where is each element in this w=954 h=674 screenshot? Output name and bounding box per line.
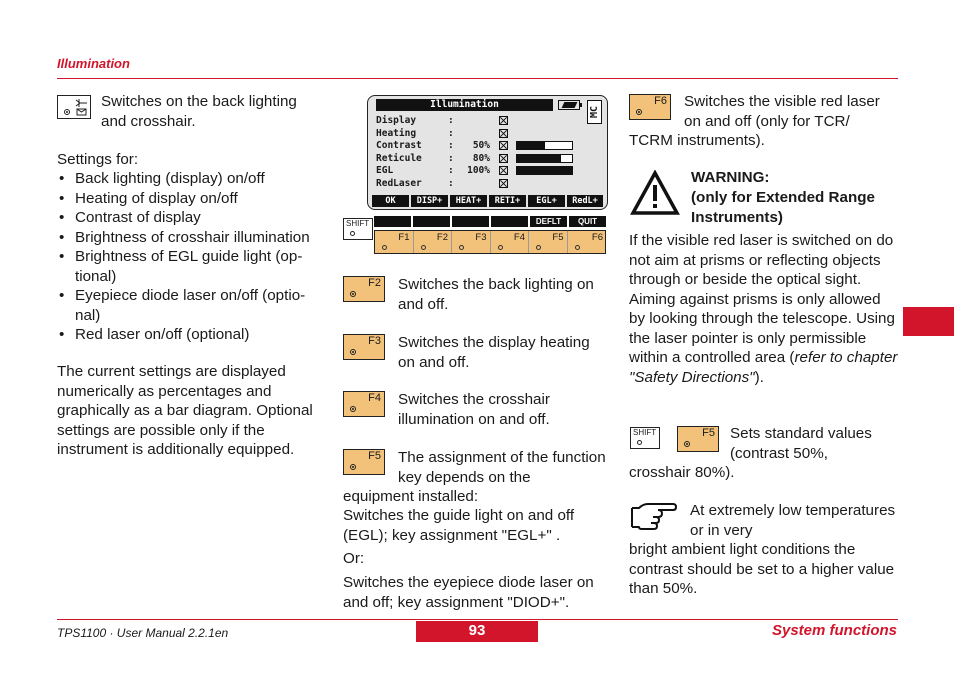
display-title: Illumination	[376, 99, 553, 111]
list-item: • Brightness of crosshair illumination	[57, 228, 329, 248]
softkey-deflt[interactable]: DEFLT	[530, 216, 567, 227]
section-title: Illumination	[57, 56, 130, 71]
checkbox-icon[interactable]	[499, 141, 508, 150]
row-label: EGL	[376, 165, 394, 176]
warning-title: WARNING:	[691, 169, 770, 186]
current-settings-paragraph: The current settings are displayed numerically as percentages and graphically as a bar diagram. Optional settings are possible only if the instrument is additionally equipped.	[57, 363, 313, 458]
softkey-bar	[372, 195, 603, 207]
shift-key-label: SHIFT	[346, 219, 370, 228]
softkey-reti[interactable]: RETI+	[489, 195, 526, 207]
list-item: • Eyepiece diode laser on/off (optio- nal)	[57, 286, 329, 325]
level-bar	[516, 166, 573, 175]
footer-chapter-title: System functions	[771, 622, 897, 639]
softkey-egl[interactable]: EGL+	[528, 195, 565, 207]
softkey-quit[interactable]: QUIT	[569, 216, 606, 227]
row-value: 80%	[472, 152, 490, 164]
warning-icon	[630, 170, 680, 221]
list-item: • Contrast of display	[57, 208, 329, 228]
note-text-cont: bright ambient light conditions the contrast should be set to a higher value than 50%.	[629, 541, 895, 597]
chapter-tab	[903, 307, 954, 336]
shift-softkey-bar	[374, 216, 606, 227]
fkey-f4[interactable]: F4	[491, 231, 530, 253]
row-label: Reticule	[376, 152, 422, 164]
shift-key[interactable]	[343, 218, 373, 240]
instrument-display: Illumination MC Display : Heating : Contrast : 50% Reticule : 80% EGL : 100% RedLaser : OK DISP+ HEAT+ RETI+ EGL+ RedL+	[367, 95, 608, 210]
f4-description: Switches the crosshair illumination on and off.	[398, 391, 550, 428]
fkey-f1[interactable]: F1	[375, 231, 414, 253]
row-value: 50%	[472, 140, 490, 151]
f6-key-icon: F6	[629, 94, 671, 120]
mc-indicator: MC	[587, 100, 602, 124]
f2-description: Switches the back lighting on and off.	[398, 276, 594, 313]
checkbox-icon[interactable]	[499, 154, 508, 163]
checkbox-icon[interactable]	[499, 179, 508, 188]
diod-description: Switches the eyepiece diode laser on and off; key assignment "DIOD+".	[343, 574, 594, 611]
checkbox-icon[interactable]	[499, 116, 508, 125]
softkey-ok[interactable]: OK	[372, 195, 409, 207]
list-item: • Back lighting (display) on/off	[57, 169, 329, 189]
function-key-row	[374, 230, 606, 254]
settings-intro: Settings for:	[57, 151, 139, 168]
f2-key-icon: F2	[343, 276, 385, 302]
icon-description: Switches on the back lighting and crosshair.	[101, 93, 297, 130]
f5-key-icon: F5	[343, 449, 385, 475]
f6-description-cont: TCRM instruments).	[629, 132, 765, 149]
f6-description: Switches the visible red laser on and off (only for TCR/	[684, 93, 880, 130]
header-rule	[57, 78, 898, 79]
softkey-disp[interactable]: DISP+	[411, 195, 448, 207]
note-text: At extremely low temperatures or in very	[690, 502, 896, 539]
f5-key-icon: F5	[677, 426, 719, 452]
shift-key-icon: SHIFT	[630, 427, 660, 449]
level-bar	[516, 141, 573, 150]
checkbox-icon[interactable]	[499, 129, 508, 138]
fkey-f5[interactable]: F5	[529, 231, 568, 253]
checkbox-icon[interactable]	[499, 166, 508, 175]
softkey-redl[interactable]: RedL+	[567, 195, 603, 207]
warning-text: If the visible red laser is switched on do not aim at prisms or reflecting objects through or beside the optical sight. Aiming against prisms is only allowed by looking through the telescope. Using the laser pointer is only permissible within a controlled area (refer to chapter "Safety Directions").	[629, 232, 898, 386]
fkey-f3[interactable]: F3	[452, 231, 491, 253]
footer-manual-title: TPS1100 · User Manual 2.2.1en	[57, 626, 229, 640]
f4-key-icon: F4	[343, 391, 385, 417]
row-label: Display	[376, 115, 417, 126]
level-bar	[516, 154, 573, 163]
row-label: Heating	[376, 127, 417, 139]
page-number: 93	[416, 621, 538, 642]
backlight-crosshair-icon	[57, 95, 91, 119]
f3-description: Switches the display heating on and off.	[398, 334, 590, 371]
fkey-f6[interactable]: F6	[568, 231, 607, 253]
row-label: Contrast	[376, 140, 422, 151]
shift-f5-description-cont: crosshair 80%).	[629, 464, 735, 481]
or-label: Or:	[343, 550, 365, 567]
shift-f5-description: Sets standard values (contrast 50%,	[730, 425, 872, 462]
fkey-f2[interactable]: F2	[414, 231, 453, 253]
f5-description-cont: equipment installed:	[343, 488, 479, 505]
pointing-hand-icon	[629, 501, 679, 538]
f5-description: The assignment of the function key depends on the	[398, 449, 606, 486]
row-value: 100%	[467, 165, 490, 176]
settings-list	[57, 169, 329, 345]
softkey-heat[interactable]: HEAT+	[450, 195, 487, 207]
egl-description: Switches the guide light on and off (EGL); key assignment "EGL+" .	[343, 507, 575, 544]
battery-icon	[558, 100, 580, 110]
list-item: • Red laser on/off (optional)	[57, 325, 329, 345]
row-label: RedLaser	[376, 177, 422, 189]
footer-rule	[57, 619, 898, 620]
f3-key-icon: F3	[343, 334, 385, 360]
warning-subtitle: (only for Extended Range Instruments)	[691, 189, 875, 226]
list-item: • Brightness of EGL guide light (op- tional)	[57, 247, 329, 286]
warning-reference: refer to chapter "Safety Directions"	[629, 349, 898, 386]
list-item: • Heating of display on/off	[57, 189, 329, 209]
